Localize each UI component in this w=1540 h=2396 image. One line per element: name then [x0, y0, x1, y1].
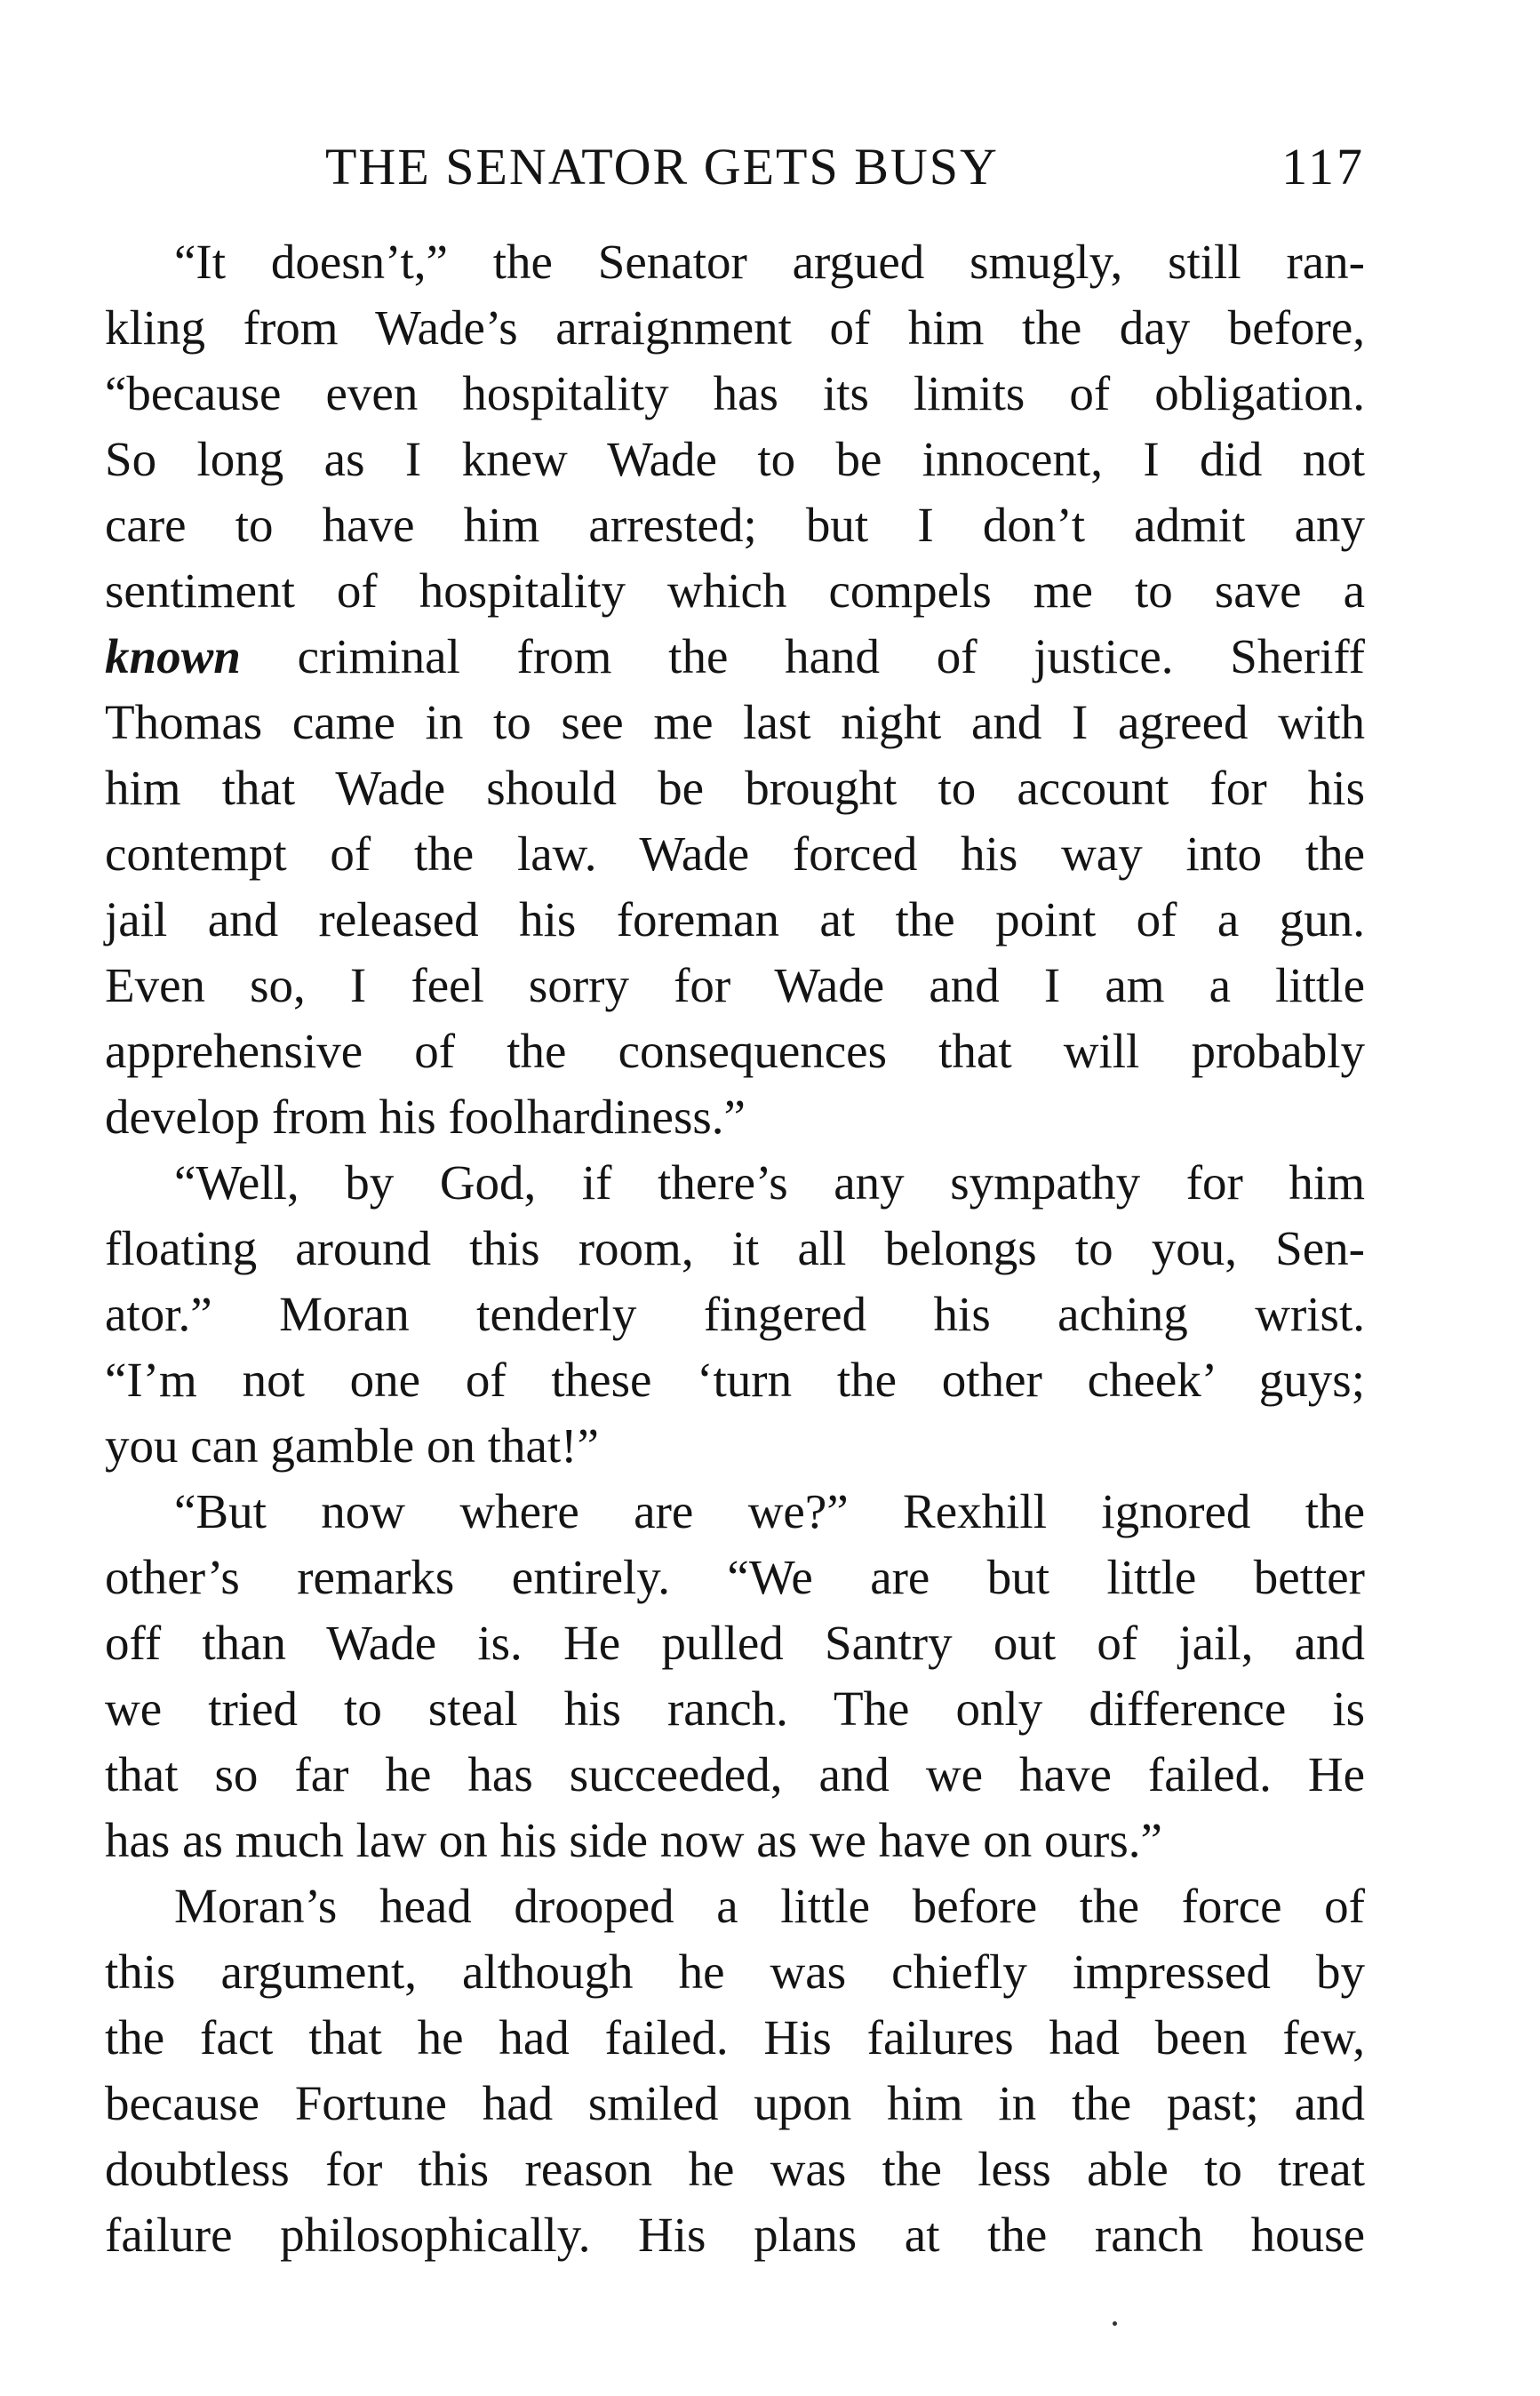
text-line: this argument, although he was chiefly impressed by	[105, 1945, 1365, 1999]
text-line: the fact that he had failed. His failures had been few,	[105, 2010, 1365, 2065]
text-line: “But now where are we?” Rexhill ignored the	[174, 1484, 1365, 1538]
italic-word: known	[105, 629, 241, 683]
text-line: “because even hospitality has its limits of obligation.	[105, 366, 1365, 420]
text-line: floating around this room, it all belongs to you, Sen-	[105, 1221, 1365, 1275]
text-line: apprehensive of the consequences that will probably	[105, 1024, 1365, 1078]
text-line: because Fortune had smiled upon him in the past; and	[105, 2076, 1365, 2130]
text-line: contempt of the law. Wade forced his way into the	[105, 827, 1365, 881]
text-line: failure philosophically. His plans at the ranch house	[105, 2208, 1365, 2262]
running-title: THE SENATOR GETS BUSY	[325, 138, 999, 196]
text-line: kling from Wade’s arraignment of him the day before,	[105, 300, 1365, 355]
text-line: Even so, I feel sorry for Wade and I am a little	[105, 958, 1365, 1012]
text-line: care to have him arrested; but I don’t admit any	[105, 498, 1365, 552]
text-line: sentiment of hospitality which compels me to save a	[105, 563, 1365, 618]
text-line: that so far he has succeeded, and we have failed. He	[105, 1747, 1365, 1801]
running-head	[105, 130, 1365, 204]
text-line: develop from his foolhardiness.”	[105, 1090, 746, 1144]
body-text	[105, 229, 1365, 2268]
text-line: other’s remarks entirely. “We are but little better	[105, 1550, 1365, 1604]
text-line: “It doesn’t,” the Senator argued smugly, still ran-	[174, 235, 1365, 289]
print-speck	[1113, 2321, 1117, 2326]
text-line: Thomas came in to see me last night and I agreed with	[105, 695, 1365, 749]
text-line: doubtless for this reason he was the less able to treat	[105, 2142, 1365, 2196]
text-line: jail and released his foreman at the point of a gun.	[105, 892, 1365, 946]
text-line: we tried to steal his ranch. The only difference is	[105, 1681, 1365, 1736]
text-line	[105, 624, 1365, 690]
text-line: you can gamble on that!”	[105, 1418, 599, 1473]
text-line: “Well, by God, if there’s any sympathy for him	[174, 1155, 1365, 1210]
text-line: “I’m not one of these ‘turn the other cheek’ guys;	[105, 1353, 1365, 1407]
text-line: Moran’s head drooped a little before the force of	[174, 1879, 1365, 1933]
text-line: ator.” Moran tenderly fingered his aching wrist.	[105, 1287, 1365, 1341]
text-line: So long as I knew Wade to be innocent, I did not	[105, 432, 1365, 486]
text-line: has as much law on his side now as we have on ours.”	[105, 1813, 1162, 1867]
page-number: 117	[1281, 138, 1365, 196]
text-line: him that Wade should be brought to account for his	[105, 761, 1365, 815]
text-line: off than Wade is. He pulled Santry out of jail, and	[105, 1616, 1365, 1670]
line-text: criminal from the hand of justice. Sheriff	[240, 629, 1365, 683]
